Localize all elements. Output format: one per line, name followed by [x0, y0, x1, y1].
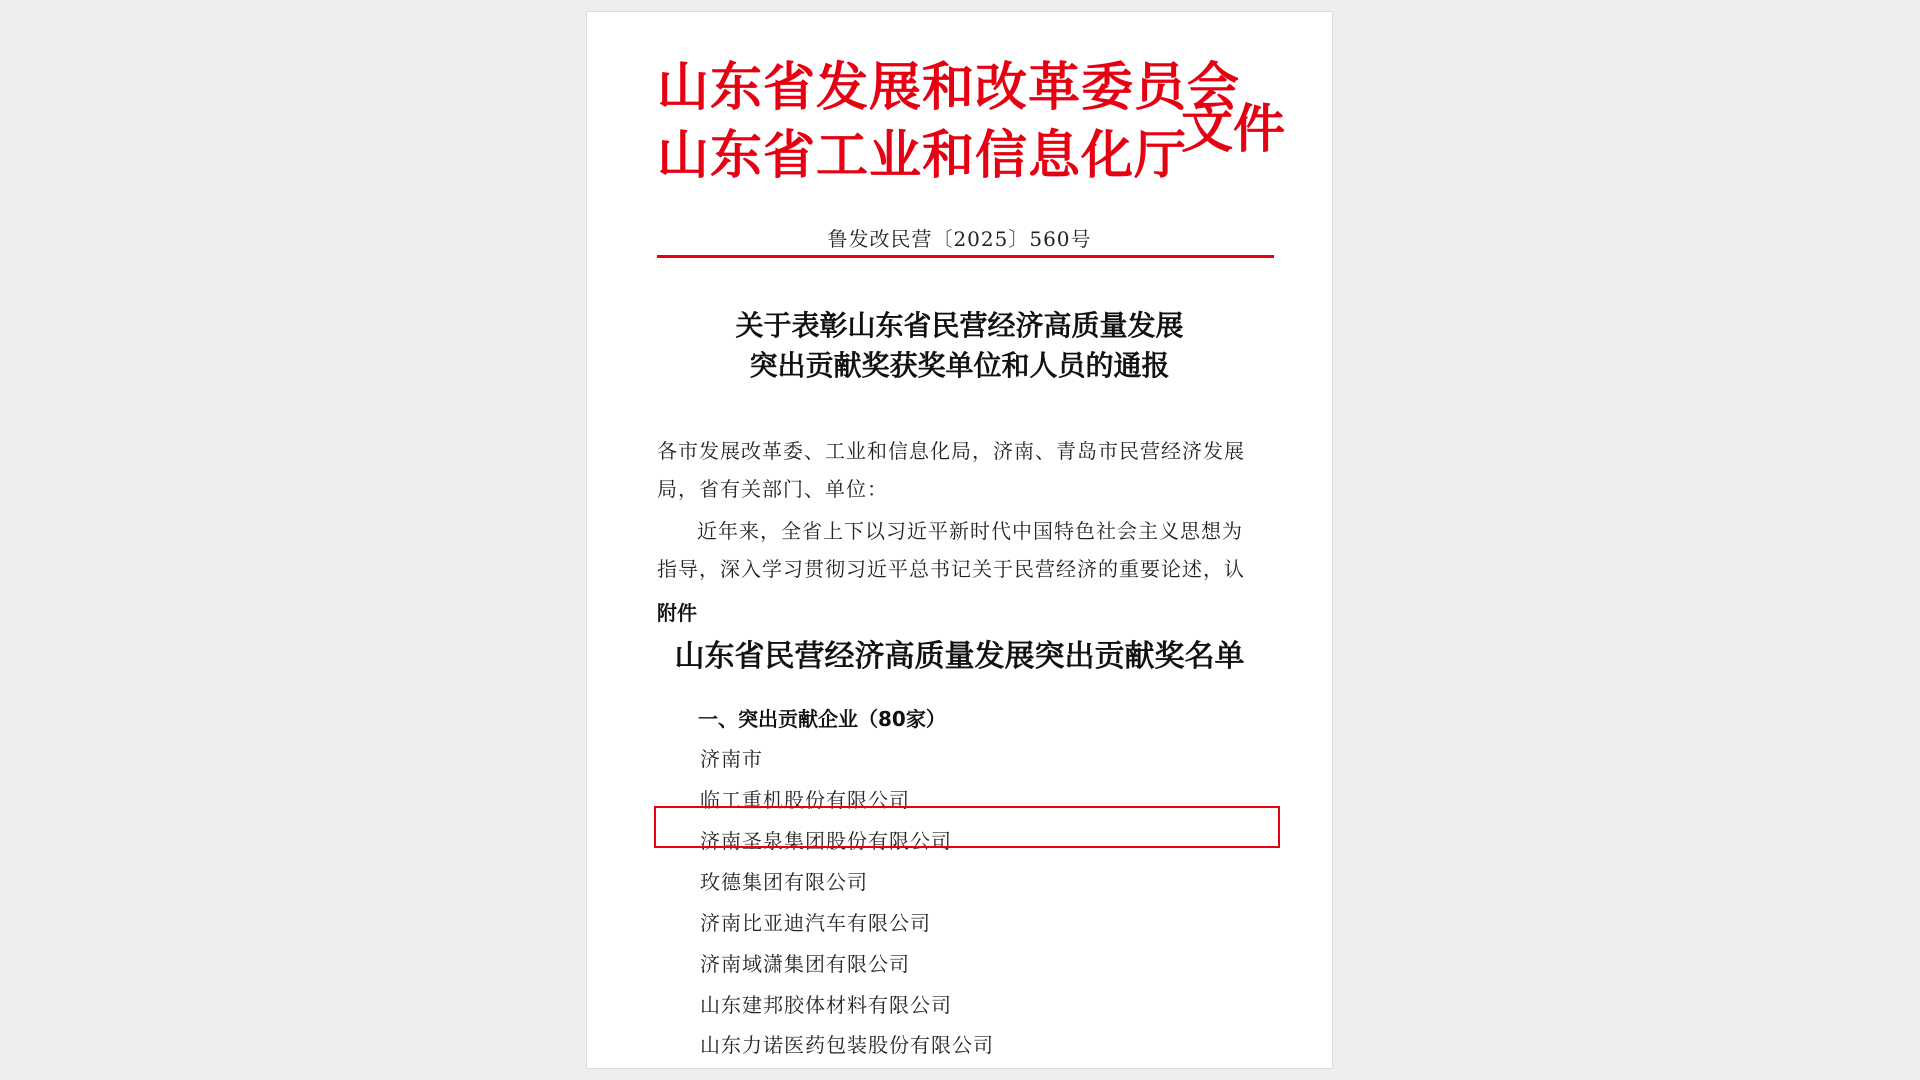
company-list-item: 玫德集团有限公司: [700, 870, 868, 894]
company-list-item: 山东建邦胶体材料有限公司: [700, 993, 952, 1017]
city-label: 济南市: [700, 747, 763, 771]
company-list-item: 济南比亚迪汽车有限公司: [700, 911, 931, 935]
notice-title-line-1: 关于表彰山东省民营经济高质量发展: [735, 309, 1184, 342]
highlight-box: [654, 806, 1280, 848]
company-list-item: 山东力诺医药包装股份有限公司: [700, 1033, 994, 1057]
company-list-item: 临工重机股份有限公司: [700, 788, 910, 812]
notice-title: [587, 306, 1332, 386]
section-heading: 一、突出贡献企业（80家）: [698, 707, 946, 731]
body-paragraph: [657, 512, 1277, 588]
red-divider-line: [657, 255, 1274, 258]
recipients-line-1: 各市发展改革委、工业和信息化局，济南、青岛市民营经济发展: [657, 439, 1245, 463]
issuer-header: [657, 54, 1257, 190]
issuer-line-2: 山东省工业和信息化厅: [657, 125, 1188, 186]
recipients-block: [657, 432, 1277, 508]
list-title: 山东省民营经济高质量发展突出贡献奖名单: [674, 639, 1245, 674]
body-line-2: 指导，深入学习贯彻习近平总书记关于民营经济的重要论述，认: [657, 557, 1245, 581]
document-type-label: 文件: [1181, 99, 1286, 160]
company-list-item-highlighted: 济南圣泉集团股份有限公司: [700, 829, 952, 853]
document-page: [586, 11, 1333, 1069]
issuer-line-1: 山东省发展和改革委员会: [657, 57, 1241, 118]
recipients-line-2: 局，省有关部门、单位：: [657, 477, 888, 501]
company-list-item: 济南域潇集团有限公司: [700, 952, 910, 976]
notice-title-line-2: 突出贡献奖获奖单位和人员的通报: [749, 349, 1170, 382]
attachment-label: 附件: [657, 601, 697, 625]
body-line-1: 近年来，全省上下以习近平新时代中国特色社会主义思想为: [697, 519, 1243, 543]
document-number: 鲁发改民营〔2025〕560号: [827, 227, 1092, 251]
